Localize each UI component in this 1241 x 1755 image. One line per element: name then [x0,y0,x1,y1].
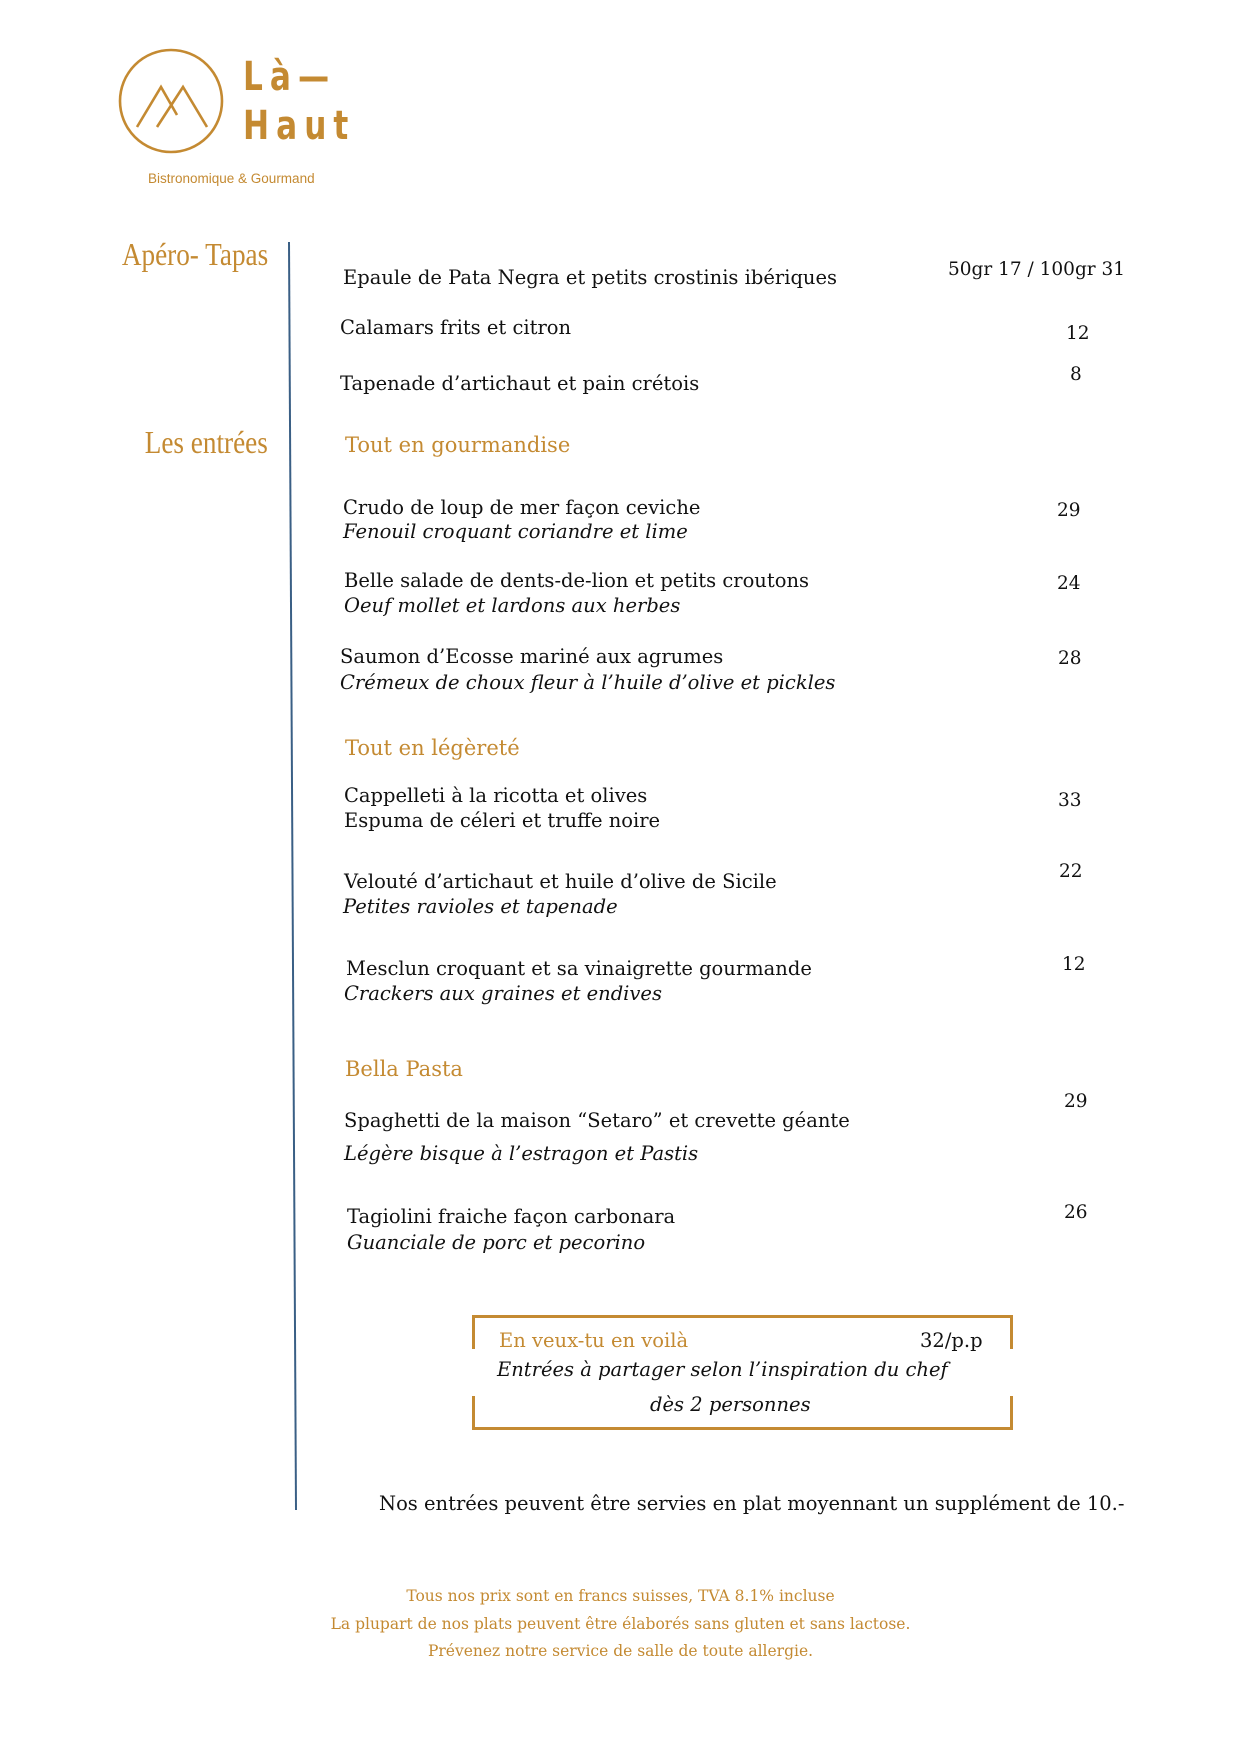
menu-item-desc: Légère bisque à l’estragon et Pastis [344,1142,699,1165]
section-title: Tout en gourmandise [345,433,571,457]
heading-les-entrees: Les entrées [144,424,268,460]
sharing-offer-condition: dès 2 personnes [650,1393,811,1416]
menu-item-name: Mesclun croquant et sa vinaigrette gourmande [346,957,812,980]
menu-item-name: Velouté d’artichaut et huile d’olive de Sicile [344,870,777,893]
menu-item-price: 29 [1057,500,1081,521]
menu-item-desc: Oeuf mollet et lardons aux herbes [344,594,681,617]
footer-line: Prévenez notre service de salle de toute allergie. [427,1642,814,1660]
menu-item-price: 50gr 17 / 100gr 31 [948,259,1126,280]
box-border-bottom [472,1427,1013,1430]
menu-item-name: Belle salade de dents-de-lion et petits croutons [344,569,810,592]
menu-item-name: Tapenade d’artichaut et pain crétois [340,372,700,395]
box-border-right-top [1010,1315,1013,1349]
box-border-left-top [472,1315,475,1349]
menu-item-price: 33 [1058,790,1082,811]
menu-item-desc: Fenouil croquant coriandre et lime [343,520,688,543]
box-border-top [472,1315,1013,1318]
menu-item-name: Calamars frits et citron [340,316,572,339]
menu-item-price: 22 [1059,861,1083,882]
menu-item-desc: Crackers aux graines et endives [344,982,662,1005]
menu-item-name: Crudo de loup de mer façon ceviche [343,496,701,519]
vertical-divider [285,240,301,1515]
menu-item-desc: Crémeux de choux fleur à l’huile d’olive et pickles [340,671,836,694]
menu-item-price: 12 [1066,323,1090,344]
heading-apero-tapas: Apéro- Tapas [121,236,268,272]
footer-line: Tous nos prix sont en francs suisses, TVA 8.1% incluse [406,1587,835,1605]
supplement-note: Nos entrées peuvent être servies en plat moyennant un supplément de 10.- [379,1492,1125,1515]
brand-name-line1: Là— [243,54,337,100]
menu-item-price: 26 [1064,1202,1088,1223]
menu-item-price: 29 [1064,1091,1088,1112]
menu-item-name: Tagiolini fraiche façon carbonara [347,1205,676,1228]
menu-item-price: 12 [1062,954,1086,975]
footer-line: La plupart de nos plats peuvent être élaborés sans gluten et sans lactose. [330,1615,911,1633]
menu-item-price: 8 [1070,364,1082,385]
menu-item-name: Spaghetti de la maison “Setaro” et crevette géante [344,1109,850,1132]
menu-item-price: 24 [1057,573,1081,594]
brand-name-line2: Haut [243,103,356,149]
section-title: Bella Pasta [345,1057,463,1081]
menu-item-desc: Petites ravioles et tapenade [343,895,618,918]
box-border-right-bottom [1010,1396,1013,1430]
sharing-offer-title: En veux-tu en voilà [499,1329,689,1352]
menu-item-name: Epaule de Pata Negra et petits crostinis ibériques [343,266,838,289]
menu-item-name: Cappelleti à la ricotta et olives [344,784,648,807]
menu-item-desc: Espuma de céleri et truffe noire [344,809,661,832]
menu-item-name: Saumon d’Ecosse mariné aux agrumes [340,645,724,668]
section-title: Tout en légèreté [345,736,520,760]
menu-item-price: 28 [1058,648,1082,669]
sharing-offer-desc: Entrées à partager selon l’inspiration du chef [497,1358,948,1381]
menu-item-desc: Guanciale de porc et pecorino [347,1231,646,1254]
sharing-offer-price: 32/p.p [920,1329,983,1352]
box-border-left-bottom [472,1396,475,1430]
mountain-circle-icon [115,45,227,157]
brand-tagline: Bistronomique & Gourmand [148,171,315,186]
